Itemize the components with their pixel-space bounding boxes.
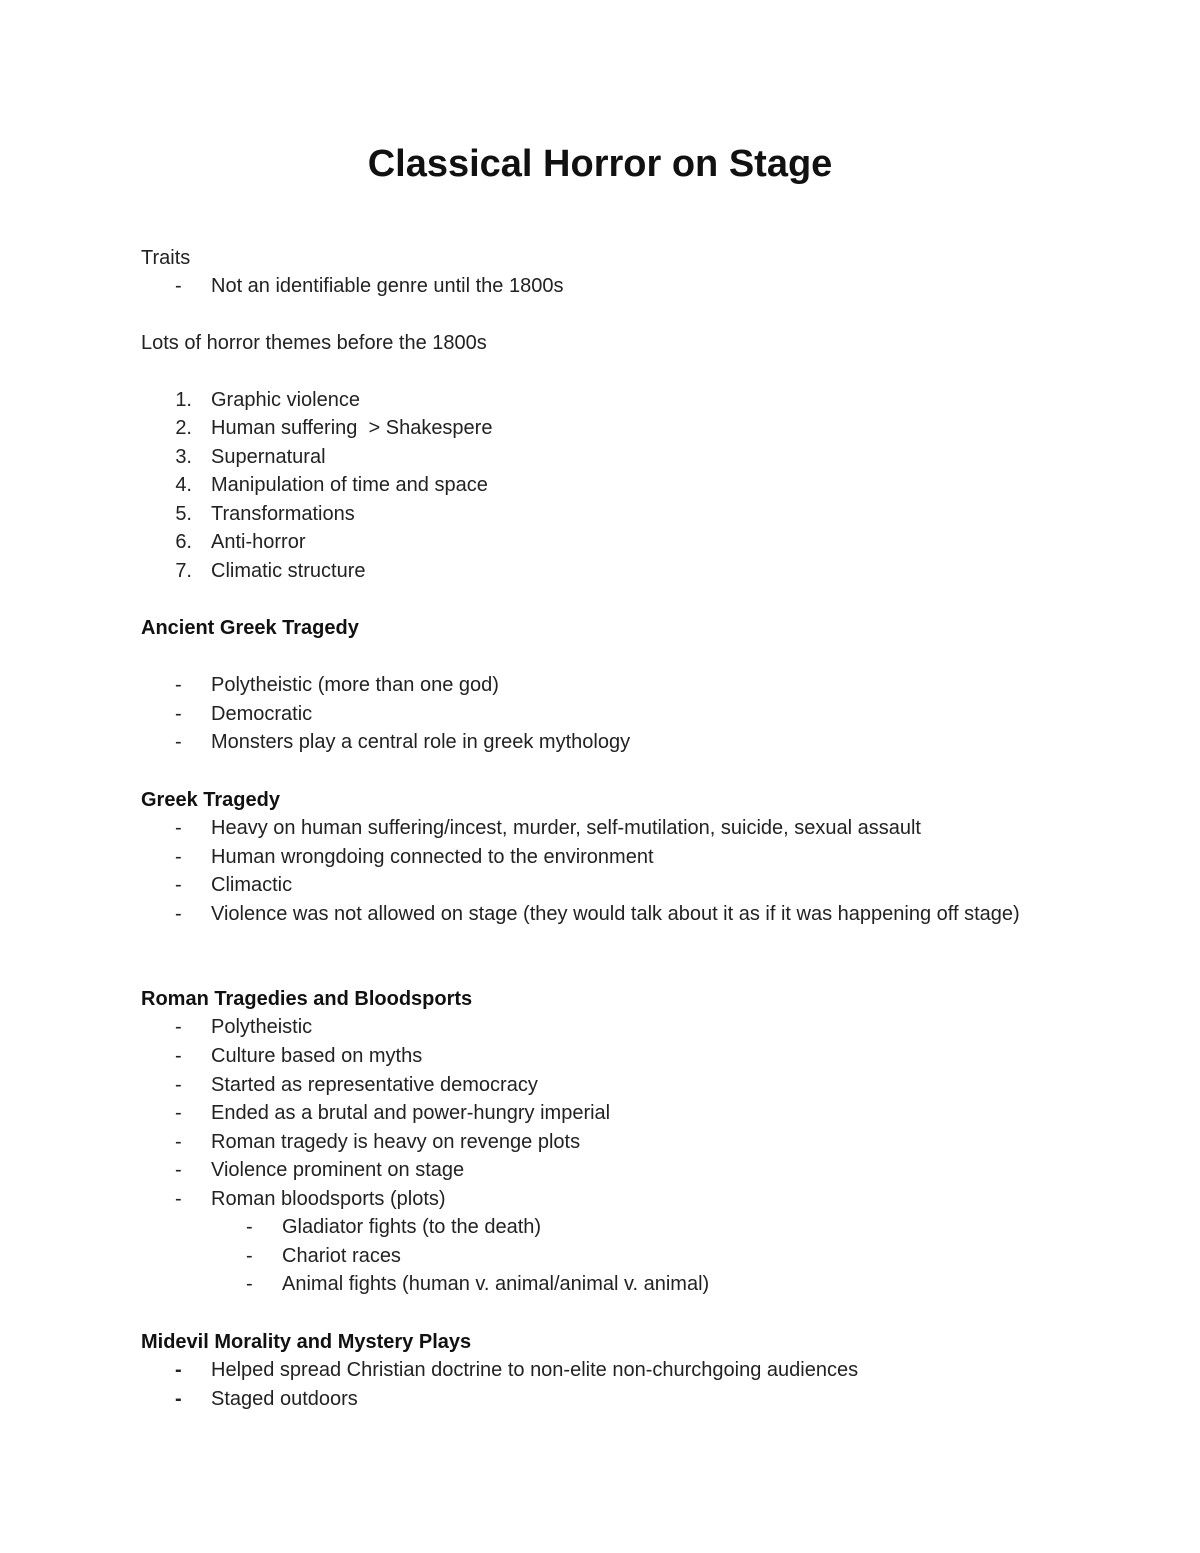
list-item: Anti-horror <box>211 531 306 553</box>
bullet-dash: - <box>175 731 182 753</box>
list-item: Staged outdoors <box>211 1388 358 1410</box>
list-item: Heavy on human suffering/incest, murder, self-mutilation, suicide, sexual assault <box>211 817 921 839</box>
list-item: Culture based on myths <box>211 1045 423 1067</box>
bullet-dash: - <box>175 817 182 839</box>
bullet-dash: - <box>175 1045 182 1067</box>
sub-list-item: Chariot races <box>282 1245 401 1267</box>
themes-intro: Lots of horror themes before the 1800s <box>141 332 487 354</box>
list-item: Not an identifiable genre until the 1800s <box>211 275 564 297</box>
bullet-dash: - <box>175 1016 182 1038</box>
list-number: 6. <box>175 531 192 553</box>
bullet-dash: - <box>175 1102 182 1124</box>
bullet-dash: - <box>175 1359 182 1381</box>
list-item: Polytheistic (more than one god) <box>211 674 499 696</box>
bullet-dash: - <box>175 674 182 696</box>
list-number: 4. <box>175 474 192 496</box>
list-number: 2. <box>175 417 192 439</box>
bullet-dash: - <box>175 275 182 297</box>
bullet-dash: - <box>175 874 182 896</box>
list-item: Climatic structure <box>211 560 366 582</box>
list-item: Roman bloodsports (plots) <box>211 1188 446 1210</box>
list-item: Polytheistic <box>211 1016 313 1038</box>
list-item: Human suffering > Shakespere <box>211 417 493 439</box>
list-item: Supernatural <box>211 446 326 468</box>
sub-bullet-dash: - <box>246 1273 253 1295</box>
list-item: Started as representative democracy <box>211 1074 538 1096</box>
list-item: Monsters play a central role in greek mythology <box>211 731 631 753</box>
list-item: Climactic <box>211 874 293 896</box>
list-item: Roman tragedy is heavy on revenge plots <box>211 1131 581 1153</box>
bullet-dash: - <box>175 1131 182 1153</box>
list-number: 7. <box>175 560 192 582</box>
bullet-dash: - <box>175 1074 182 1096</box>
bullet-dash: - <box>175 903 182 925</box>
sub-list-item: Animal fights (human v. animal/animal v. animal) <box>282 1273 710 1295</box>
section-heading: Greek Tragedy <box>141 789 280 811</box>
list-number: 5. <box>175 503 192 525</box>
traits-heading: Traits <box>141 247 191 269</box>
list-item: Violence prominent on stage <box>211 1159 465 1181</box>
list-item: Manipulation of time and space <box>211 474 488 496</box>
sub-bullet-dash: - <box>246 1245 253 1267</box>
section-heading: Midevil Morality and Mystery Plays <box>141 1331 472 1353</box>
bullet-dash: - <box>175 1188 182 1210</box>
list-item: Democratic <box>211 703 313 725</box>
list-number: 3. <box>175 446 192 468</box>
list-item: Graphic violence <box>211 389 360 411</box>
bullet-dash: - <box>175 1159 182 1181</box>
bullet-dash: - <box>175 1388 182 1410</box>
sub-bullet-dash: - <box>246 1216 253 1238</box>
sub-list-item: Gladiator fights (to the death) <box>282 1216 542 1238</box>
list-item: Helped spread Christian doctrine to non-elite non-churchgoing audiences <box>211 1359 859 1381</box>
bullet-dash: - <box>175 846 182 868</box>
list-number: 1. <box>175 389 192 411</box>
section-heading: Roman Tragedies and Bloodsports <box>141 988 473 1010</box>
list-item: Violence was not allowed on stage (they would talk about it as if it was happening off stage) <box>211 903 1020 925</box>
section-heading: Ancient Greek Tragedy <box>141 617 359 639</box>
list-item: Human wrongdoing connected to the environment <box>211 846 654 868</box>
list-item: Transformations <box>211 503 355 525</box>
bullet-dash: - <box>175 703 182 725</box>
document-title: Classical Horror on Stage <box>367 143 833 185</box>
list-item: Ended as a brutal and power-hungry imperial <box>211 1102 611 1124</box>
